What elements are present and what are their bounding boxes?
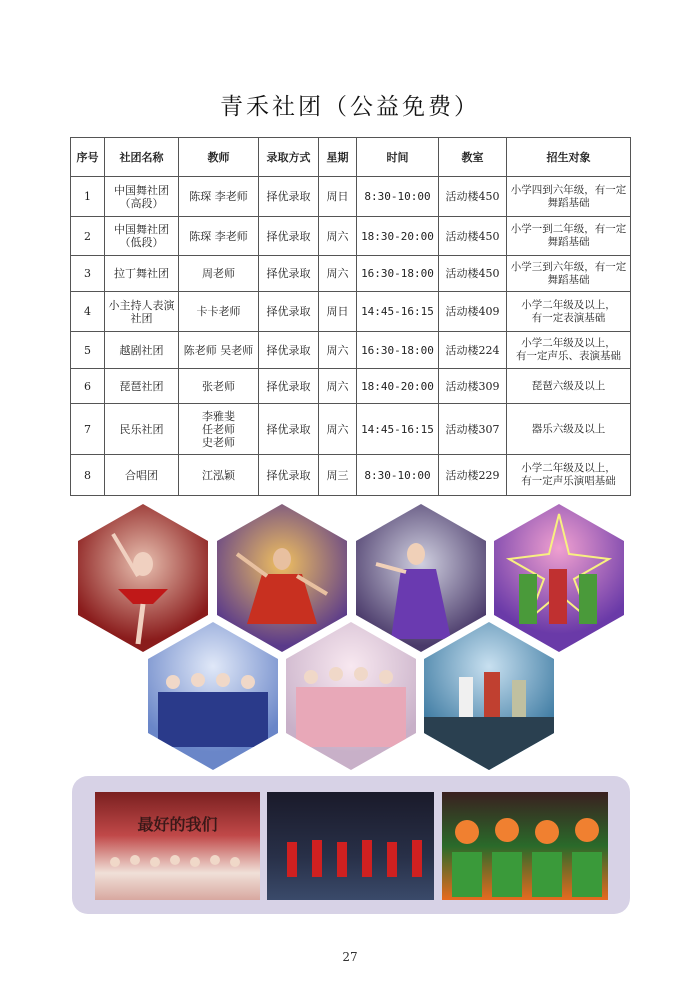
club-schedule-table <box>70 137 631 496</box>
cell-admit: 择优录取 <box>259 177 319 217</box>
table-row <box>71 404 631 455</box>
header-no: 序号 <box>71 138 105 177</box>
cell-day: 周六 <box>319 256 357 292</box>
page-title: 青禾社团（公益免费） <box>220 94 480 120</box>
photo-ballet-dancer <box>78 504 208 652</box>
cell-target: 小学二年级及以上， 有一定表演基础 <box>507 292 631 332</box>
cell-target: 小学二年级及以上， 有一定声乐演唱基础 <box>507 455 631 496</box>
cell-day: 周日 <box>319 292 357 332</box>
photo-green-costumes <box>442 792 608 900</box>
cell-room: 活动楼307 <box>439 404 507 455</box>
table-row <box>71 332 631 369</box>
cell-time: 8:30-10:00 <box>357 177 439 217</box>
header-room: 教室 <box>439 138 507 177</box>
cell-day: 周三 <box>319 455 357 496</box>
header-teacher: 教师 <box>179 138 259 177</box>
cell-teacher: 张老师 <box>179 369 259 404</box>
cell-admit: 择优录取 <box>259 332 319 369</box>
cell-day: 周六 <box>319 332 357 369</box>
photo-red-dancers <box>267 792 434 900</box>
cell-name: 合唱团 <box>105 455 179 496</box>
header-name: 社团名称 <box>105 138 179 177</box>
cell-day: 周日 <box>319 177 357 217</box>
photo-hexagon-collage <box>0 504 700 774</box>
photo-choir-blue <box>148 622 278 770</box>
cell-room: 活动楼229 <box>439 455 507 496</box>
cell-time: 14:45-16:15 <box>357 292 439 332</box>
cell-target: 小学四到六年级，有一定舞蹈基础 <box>507 177 631 217</box>
header-day: 星期 <box>319 138 357 177</box>
cell-room: 活动楼450 <box>439 177 507 217</box>
cell-no: 4 <box>71 292 105 332</box>
cell-time: 16:30-18:00 <box>357 256 439 292</box>
banner-text: 最好的我们 <box>137 815 218 834</box>
photo-costume-group <box>494 504 624 652</box>
table-row <box>71 217 631 256</box>
photo-folk-dancer <box>217 504 347 652</box>
cell-room: 活动楼450 <box>439 217 507 256</box>
table-row <box>71 455 631 496</box>
header-target: 招生对象 <box>507 138 631 177</box>
cell-admit: 择优录取 <box>259 404 319 455</box>
cell-room: 活动楼409 <box>439 292 507 332</box>
cell-time: 18:30-20:00 <box>357 217 439 256</box>
cell-no: 1 <box>71 177 105 217</box>
cell-no: 6 <box>71 369 105 404</box>
cell-name: 拉丁舞社团 <box>105 256 179 292</box>
cell-time: 14:45-16:15 <box>357 404 439 455</box>
cell-name: 中国舞社团 （低段） <box>105 217 179 256</box>
cell-admit: 择优录取 <box>259 256 319 292</box>
header-admit: 录取方式 <box>259 138 319 177</box>
cell-admit: 择优录取 <box>259 217 319 256</box>
cell-room: 活动楼309 <box>439 369 507 404</box>
table-row <box>71 177 631 217</box>
cell-time: 8:30-10:00 <box>357 455 439 496</box>
photo-dai-dancer <box>356 504 486 652</box>
photo-strip-panel <box>72 776 630 914</box>
cell-room: 活动楼450 <box>439 256 507 292</box>
cell-teacher: 陈琛 李老师 <box>179 217 259 256</box>
cell-teacher: 陈琛 李老师 <box>179 177 259 217</box>
cell-teacher: 周老师 <box>179 256 259 292</box>
cell-name: 小主持人表演 社团 <box>105 292 179 332</box>
cell-no: 8 <box>71 455 105 496</box>
cell-name: 越剧社团 <box>105 332 179 369</box>
cell-day: 周六 <box>319 217 357 256</box>
table-row <box>71 369 631 404</box>
cell-teacher: 江泓颖 <box>179 455 259 496</box>
cell-name: 民乐社团 <box>105 404 179 455</box>
cell-time: 18:40-20:00 <box>357 369 439 404</box>
cell-target: 小学三到六年级，有一定舞蹈基础 <box>507 256 631 292</box>
cell-target: 小学一到二年级，有一定舞蹈基础 <box>507 217 631 256</box>
table-row <box>71 292 631 332</box>
cell-day: 周六 <box>319 404 357 455</box>
header-time: 时间 <box>357 138 439 177</box>
cell-target: 器乐六级及以上 <box>507 404 631 455</box>
cell-day: 周六 <box>319 369 357 404</box>
cell-teacher: 卡卡老师 <box>179 292 259 332</box>
cell-teacher: 李雅斐 任老师 史老师 <box>179 404 259 455</box>
cell-time: 16:30-18:00 <box>357 332 439 369</box>
cell-no: 3 <box>71 256 105 292</box>
cell-target: 琵琶六级及以上 <box>507 369 631 404</box>
cell-admit: 择优录取 <box>259 455 319 496</box>
photo-group-stage <box>95 792 260 900</box>
cell-target: 小学二年级及以上， 有一定声乐、表演基础 <box>507 332 631 369</box>
photo-choir-pink <box>286 622 416 770</box>
table-row <box>71 256 631 292</box>
cell-name: 中国舞社团 （高段） <box>105 177 179 217</box>
page-number: 27 <box>342 950 358 964</box>
table-header-row <box>71 138 631 177</box>
cell-no: 5 <box>71 332 105 369</box>
photo-stage-play <box>424 622 554 770</box>
cell-name: 琵琶社团 <box>105 369 179 404</box>
cell-teacher: 陈老师 吴老师 <box>179 332 259 369</box>
cell-admit: 择优录取 <box>259 369 319 404</box>
cell-admit: 择优录取 <box>259 292 319 332</box>
cell-no: 2 <box>71 217 105 256</box>
cell-room: 活动楼224 <box>439 332 507 369</box>
cell-no: 7 <box>71 404 105 455</box>
